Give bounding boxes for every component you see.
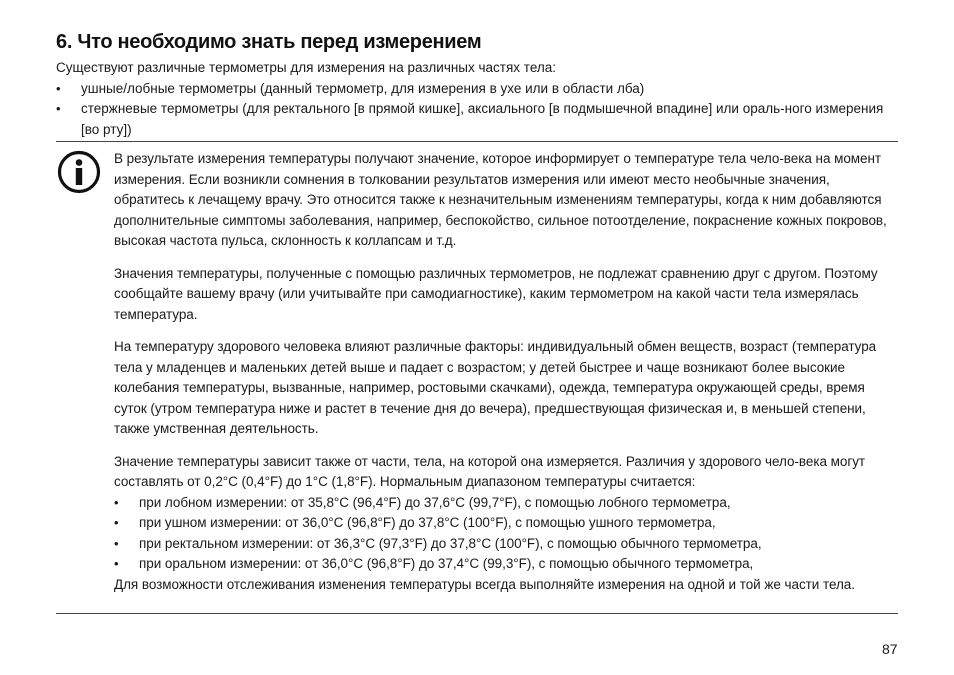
info-note [56,141,898,614]
list-item: • стержневые термометры (для ректального [в прямой кишке], аксиального [в подмышечной впадине] или ораль-ного измерения [во рту]) [56,99,898,140]
note-paragraph: Значение температуры зависит также от части, тела, на которой она измеряется. Различия у здорового чело-века могут составлять от 0,2°C (0,4°F) до 1°C (1,8°F). Нормальным диапазоном температуры считается: [114,453,866,489]
temperature-ranges-list [114,493,898,575]
note-body [114,149,898,595]
page-number: 87 [882,641,898,657]
intro-text: Существуют различные термометры для измерения на различных частях тела: [56,60,557,75]
intro-section [56,58,898,140]
page-content [56,30,898,140]
note-paragraph: Значения температуры, полученные с помощью различных термометров, не подлежат сравнению друг с другом. Поэтому сообщайте вашему врачу (или учитывайте при самодиагностике), каким термометром на какой части тела измерялась температура. [114,265,878,322]
list-item: • при оральном измерении: от 36,0°C (96,8°F) до 37,4°C (99,3°F), с помощью обычного термометра, [114,554,898,575]
note-paragraph: На температуру здорового человека влияют различные факторы: индивидуальный обмен веществ, возраст (температура тела у младенцев и маленьких детей выше и падает с возрастом; у детей быстрее и чаще возникают более высокие колебания температуры, вызванные, например, ростовыми скачками), одежда, температура окружающей среды, время суток (утром температура ниже и растет в течение дня до вечера), предшествующая физическая и, в меньшей степени, также умственная деятельность. [114,339,877,436]
closing-text: Для возможности отслеживания изменения температуры всегда выполняйте измерения на одной и той же части тела. [114,576,855,592]
info-icon [57,150,101,194]
list-item: • при ушном измерении: от 36,0°C (96,8°F) до 37,8°C (100°F), с помощью ушного термометра, [114,513,898,534]
section-heading: 6. Что необходимо знать перед измерением [56,31,482,53]
list-item: • при лобном измерении: от 35,8°C (96,4°F) до 37,6°C (99,7°F), с помощью лобного термометра, [114,493,898,514]
note-paragraph: В результате измерения температуры получают значение, которое информирует о температуре тела чело-века на момент измерения. Если возникли сомнения в толковании результатов измерения или имеют место необычные значения, обратитесь к лечащему врачу. Это относится также к незначительным изменениям температуры, когда к ним добавляются дополнительные симптомы заболевания, например, беспокойство, сильное потоотделение, покраснение кожных покровов, высокая частота пульса, склонность к коллапсам и т.д. [114,151,887,248]
thermometer-types-list [56,79,898,141]
list-item: • ушные/лобные термометры (данный термометр, для измерения в ухе или в области лба) [56,79,898,100]
list-item: • при ректальном измерении: от 36,3°C (97,3°F) до 37,8°C (100°F), с помощью обычного термометра, [114,534,898,555]
